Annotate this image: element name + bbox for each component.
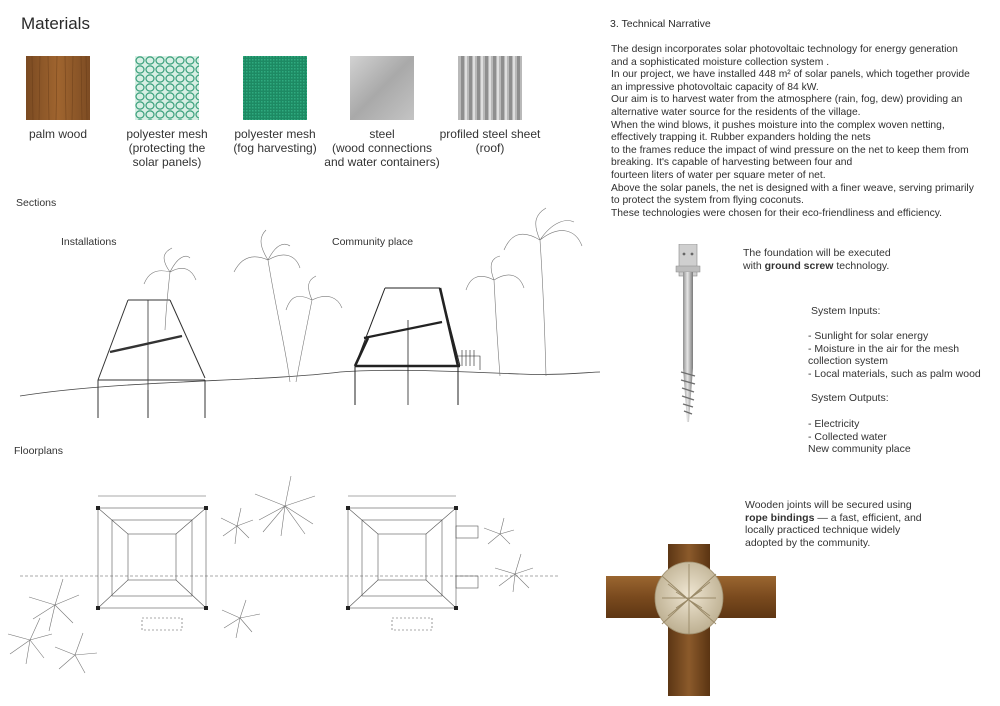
narrative-line: When the wind blows, it pushes moisture into the complex woven netting, bbox=[611, 119, 945, 131]
narrative-line: Above the solar panels, the net is designed with a finer weave, serving primarily bbox=[611, 182, 974, 194]
joints-line: locally practiced technique widely bbox=[745, 524, 901, 537]
narrative-body bbox=[611, 44, 996, 220]
foundation-line-prefix: with bbox=[743, 259, 765, 272]
narrative-line: These technologies were chosen for their eco-friendliness and efficiency. bbox=[611, 207, 943, 219]
narrative-line: to protect the system from flying coconuts. bbox=[611, 195, 804, 207]
narrative-line: Our aim is to harvest water from the atmosphere (rain, fog, dew) providing an bbox=[611, 94, 963, 106]
system-input-item: - Moisture in the air for the mesh bbox=[808, 342, 960, 355]
system-output-item: - Collected water bbox=[808, 430, 887, 443]
mesh-green-swatch bbox=[243, 56, 307, 120]
profiled-steel-swatch bbox=[458, 56, 522, 120]
steel-swatch bbox=[350, 56, 414, 120]
narrative-title: 3. Technical Narrative bbox=[610, 18, 711, 30]
joints-text bbox=[745, 499, 922, 549]
ground-screw-image bbox=[668, 244, 708, 424]
floorplans-title: Floorplans bbox=[14, 445, 64, 457]
joints-line-suffix: — a fast, efficient, and bbox=[814, 511, 922, 524]
narrative-line: fourteen liters of water per square meter of net. bbox=[611, 169, 826, 181]
system-input-item: collection system bbox=[808, 355, 888, 368]
system-output-item: - Electricity bbox=[808, 418, 860, 430]
system-input-item: - Sunlight for solar energy bbox=[808, 330, 929, 342]
material-label-mesh-fog: polyester mesh (fog harvesting) bbox=[233, 127, 317, 155]
joints-line: Wooden joints will be secured using bbox=[745, 499, 912, 511]
system-output-item: New community place bbox=[808, 443, 911, 456]
system-outputs-title: System Outputs: bbox=[811, 392, 889, 404]
narrative-line: and a sophisticated moisture collection system . bbox=[611, 56, 830, 68]
narrative-line: an impressive photovoltaic capacity of 84 kW. bbox=[611, 81, 819, 93]
ground-screw-keyword: ground screw bbox=[764, 259, 834, 272]
narrative-line: effectively trapping it. Rubber expanders holding the nets bbox=[611, 132, 871, 144]
foundation-line: The foundation will be executed bbox=[743, 247, 891, 259]
narrative-line: alternative water source for the residents of the village. bbox=[611, 106, 861, 118]
material-label-palm-wood: palm wood bbox=[28, 127, 88, 141]
rope-joint-image bbox=[606, 544, 776, 696]
rope-bindings-keyword: rope bindings bbox=[745, 511, 815, 524]
floorplan-drawing bbox=[0, 470, 600, 706]
system-inputs-list bbox=[808, 330, 981, 380]
section-drawing bbox=[0, 200, 600, 430]
material-label-profiled-steel: profiled steel sheet (roof) bbox=[439, 127, 541, 155]
narrative-line: to the frames reduce the impact of wind pressure on the net to keep them from bbox=[611, 144, 969, 156]
community-place-label: Community place bbox=[332, 236, 414, 248]
palm-wood-swatch bbox=[26, 56, 90, 120]
foundation-line-suffix: technology. bbox=[833, 259, 890, 272]
system-inputs-title: System Inputs: bbox=[811, 305, 881, 317]
installations-label: Installations bbox=[61, 236, 117, 248]
narrative-line: breaking. It's capable of harvesting between four and bbox=[611, 157, 853, 169]
joints-line: adopted by the community. bbox=[745, 536, 871, 549]
material-label-mesh-protect: polyester mesh (protecting the solar panels) bbox=[126, 127, 208, 169]
narrative-line: In our project, we have installed 448 m² of solar panels, which together provide bbox=[611, 69, 970, 81]
materials-title: Materials bbox=[21, 14, 90, 33]
system-outputs-list bbox=[808, 418, 911, 456]
foundation-text bbox=[743, 247, 891, 272]
mesh-light-swatch bbox=[135, 56, 199, 120]
system-input-item: - Local materials, such as palm wood bbox=[808, 367, 981, 380]
material-label-steel: steel (wood connections and water containers) bbox=[324, 127, 440, 169]
sections-title: Sections bbox=[16, 197, 57, 209]
narrative-line: The design incorporates solar photovoltaic technology for energy generation bbox=[611, 44, 958, 55]
